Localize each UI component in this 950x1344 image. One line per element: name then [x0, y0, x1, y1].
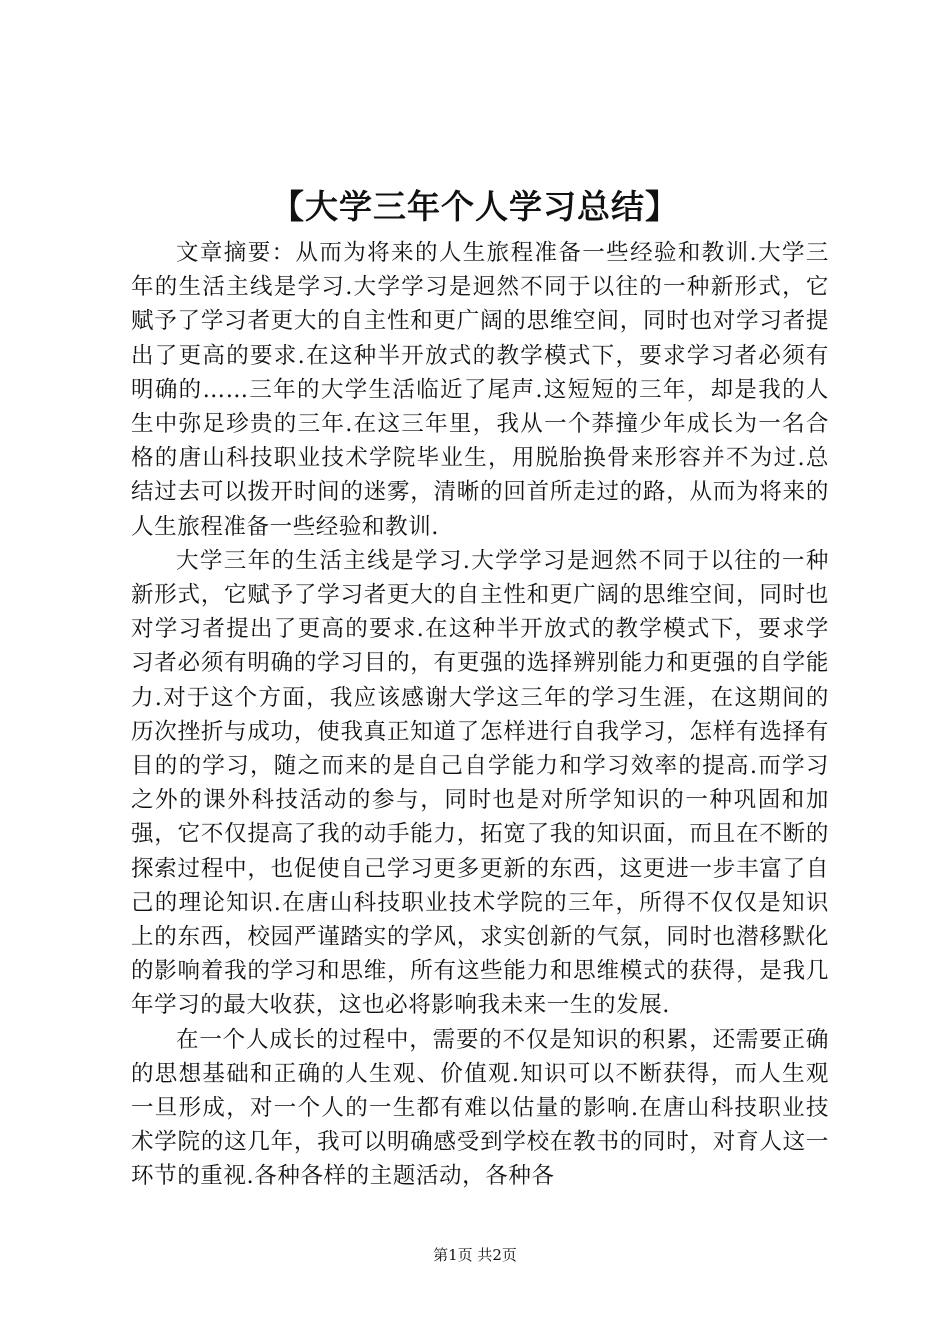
paragraph-study: 大学三年的生活主线是学习.大学学习是迥然不同于以往的一种新形式，它赋予了学习者更大的自主性和更广阔的思维空间，同时也对学习者提出了更高的要求.在这种半开放式的教学模式下，要求学习者必须有明确的学习目的，有更强的选择辨别能力和更强的自学能力.对于这个方面，我应该感谢大学这三年的学习生涯，在这期间的历次挫折与成功，使我真正知道了怎样进行自我学习，怎样有选择有目的的学习，随之而来的是自己自学能力和学习效率的提高.而学习之外的课外科技活动的参与，同时也是对所学知识的一种巩固和加强，它不仅提高了我的动手能力，拓宽了我的知识面，而且在不断的探索过程中，也促使自己学习更多更新的东西，这更进一步丰富了自己的理论知识.在唐山科技职业技术学院的三年，所得不仅仅是知识上的东西，校园严谨踏实的学风，求实创新的气氛，同时也潜移默化的影响着我的学习和思维，所有这些能力和思维模式的获得，是我几年学习的最大收获，这也必将影响我未来一生的发展. — [131, 547, 829, 1019]
paragraph-abstract: 文章摘要：从而为将来的人生旅程准备一些经验和教训.大学三年的生活主线是学习.大学学习是迥然不同于以往的一种新形式，它赋予了学习者更大的自主性和更广阔的思维空间，同时也对学习者提出了更高的要求.在这种半开放式的教学模式下，要求学习者必须有明确的……三年的大学生活临近了尾声.这短短的三年，却是我的人生中弥足珍贵的三年.在这三年里，我从一个莽撞少年成长为一名合格的唐山科技职业技术学院毕业生，用脱胎换骨来形容并不为过.总结过去可以拨开时间的迷雾，清晰的回首所走过的路，从而为将来的人生旅程准备一些经验和教训. — [131, 240, 829, 540]
page-number: 第1页 共2页 — [433, 1246, 517, 1264]
document-body — [131, 236, 829, 1194]
paragraph-growth: 在一个人成长的过程中，需要的不仅是知识的积累，还需要正确的思想基础和正确的人生观、价值观.知识可以不断获得，而人生观一旦形成，对一个人的一生都有难以估量的影响.在唐山科技职业技术学院的这几年，我可以明确感受到学校在教书的同时，对育人这一环节的重视.各种各样的主题活动，各种各 — [131, 1026, 829, 1190]
document-title: 【大学三年个人学习总结】 — [271, 187, 679, 226]
